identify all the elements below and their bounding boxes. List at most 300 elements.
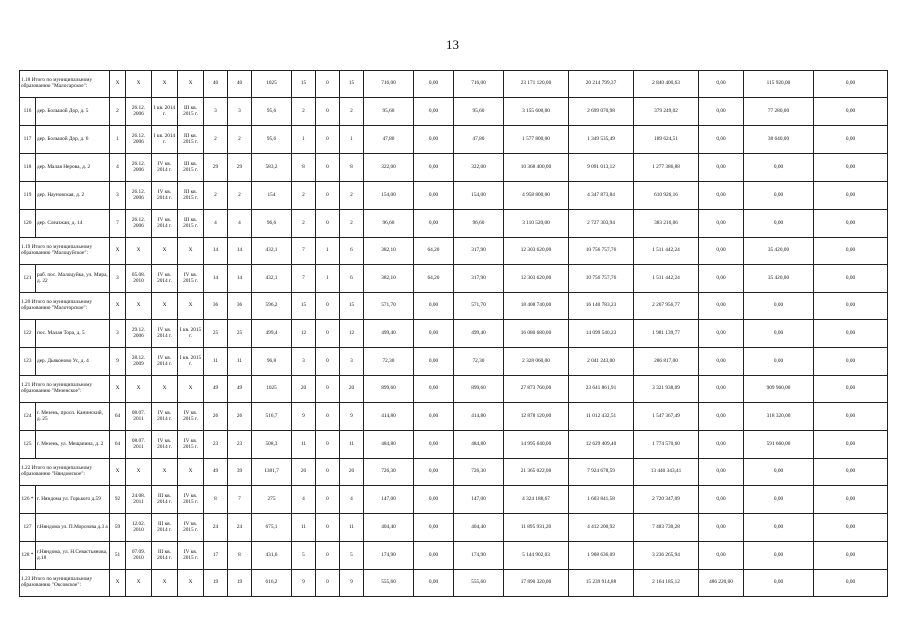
cell-c20: 0,00 <box>744 486 814 514</box>
cell-c20: 38 640,00 <box>744 126 814 154</box>
cell-c10: 7 <box>292 265 316 293</box>
subtotal-label: 1.18 Итого по муниципальному образованию "Малосарское": <box>20 71 110 98</box>
row-number-cell: 118 <box>20 154 36 182</box>
cell-c17: 4 347 873,84 <box>569 182 634 210</box>
cell-c13: 174,90 <box>364 542 414 570</box>
cell-c11: 0 <box>316 210 340 238</box>
cell-c15: 147,00 <box>454 486 504 514</box>
table-row <box>20 403 888 431</box>
cell-c12: 6 <box>340 238 364 265</box>
cell-c19: 0,00 <box>699 265 744 293</box>
cell-c7: 49 <box>204 459 228 486</box>
cell-c11: 0 <box>316 403 340 431</box>
cell-c10: 3 <box>292 348 316 376</box>
cell-c11: 0 <box>316 98 340 126</box>
cell-c12: 2 <box>340 98 364 126</box>
cell-c10: 15 <box>292 293 316 320</box>
cell-c5: III кв. 2014 г. <box>152 542 178 570</box>
cell-c16: 4 958 800,00 <box>504 182 569 210</box>
cell-c15: 484,80 <box>454 431 504 459</box>
cell-c8: 2 <box>228 182 252 210</box>
cell-c14: 0,00 <box>414 293 454 320</box>
cell-c8: 2 <box>228 126 252 154</box>
cell-c3: 3 <box>110 182 126 210</box>
cell-c13: 147,00 <box>364 486 414 514</box>
cell-c5: IV кв. 2014 г. <box>152 431 178 459</box>
cell-c17: 20 214 799,37 <box>569 71 634 98</box>
cell-c4: 07.09. 2010 <box>126 542 152 570</box>
cell-c11: 0 <box>316 154 340 182</box>
row-number-cell: 124 <box>20 403 36 431</box>
cell-c21: 0,00 <box>814 459 888 486</box>
cell-c15: 96,60 <box>454 210 504 238</box>
cell-c3: 51 <box>110 542 126 570</box>
cell-c13: 414,80 <box>364 403 414 431</box>
cell-c18: 7 483 730,28 <box>634 514 699 542</box>
cell-c3: 64 <box>110 403 126 431</box>
address-cell: раб. пос. Малоцуйка, ул. Мира, д. 22 <box>36 265 110 293</box>
cell-c3: 3 <box>110 320 126 348</box>
cell-c10: 5 <box>292 542 316 570</box>
cell-c11: 0 <box>316 431 340 459</box>
cell-c21: 0,00 <box>814 431 888 459</box>
cell-c8: 23 <box>228 431 252 459</box>
cell-c15: 404,40 <box>454 514 504 542</box>
cell-c16: 10 368 400,00 <box>504 154 569 182</box>
cell-c12: 15 <box>340 71 364 98</box>
cell-c11: 0 <box>316 182 340 210</box>
cell-c3: 1 <box>110 126 126 154</box>
cell-c19: 0,00 <box>699 210 744 238</box>
cell-c20: 0,00 <box>744 542 814 570</box>
cell-c11: 1 <box>316 265 340 293</box>
subtotal-label: 1.23 Итого по муниципальному образованию "Оксовское": <box>20 570 110 597</box>
cell-c10: 11 <box>292 514 316 542</box>
cell-c8: 39 <box>228 459 252 486</box>
cell-c12: 1 <box>340 126 364 154</box>
cell-c11: 0 <box>316 542 340 570</box>
cell-c13: 96,60 <box>364 210 414 238</box>
cell-c7: 2 <box>204 126 228 154</box>
cell-c20: 0,00 <box>744 514 814 542</box>
cell-c13: 322,00 <box>364 154 414 182</box>
cell-c19: 0,00 <box>699 514 744 542</box>
cell-c7: 25 <box>204 320 228 348</box>
table-row <box>20 514 888 542</box>
cell-c6: III кв. 2015 г. <box>178 182 204 210</box>
cell-c6: X <box>178 71 204 98</box>
cell-c15: 726,30 <box>454 459 504 486</box>
cell-c17: 7 924 678,59 <box>569 459 634 486</box>
cell-c17: 9 091 013,12 <box>569 154 634 182</box>
cell-c21: 0,00 <box>814 265 888 293</box>
cell-c8: 24 <box>228 514 252 542</box>
cell-c18: 383 216,06 <box>634 210 699 238</box>
cell-c19: 0,00 <box>699 182 744 210</box>
cell-c11: 0 <box>316 348 340 376</box>
cell-c6: I кв. 2015 г. <box>178 348 204 376</box>
cell-c6: X <box>178 376 204 403</box>
cell-c12: 11 <box>340 514 364 542</box>
cell-c9: 596,2 <box>252 293 292 320</box>
cell-c9: 95,6 <box>252 98 292 126</box>
cell-c3: X <box>110 293 126 320</box>
cell-c8: 4 <box>228 210 252 238</box>
cell-c11: 0 <box>316 376 340 403</box>
address-cell: г.Няндома ул. П.Морозова д.3 а <box>36 514 110 542</box>
cell-c6: X <box>178 293 204 320</box>
cell-c16: 23 171 120,00 <box>504 71 569 98</box>
cell-c18: 1 277 386,88 <box>634 154 699 182</box>
cell-c9: 516,7 <box>252 403 292 431</box>
cell-c6: III кв. 2015 г. <box>178 210 204 238</box>
cell-c11: 0 <box>316 514 340 542</box>
cell-c18: 1 547 367,49 <box>634 403 699 431</box>
cell-c10: 2 <box>292 98 316 126</box>
cell-c5: X <box>152 570 178 597</box>
cell-c18: 610 926,16 <box>634 182 699 210</box>
cell-c8: 14 <box>228 238 252 265</box>
cell-c21: 0,00 <box>814 71 888 98</box>
cell-c5: III кв. 2014 г. <box>152 486 178 514</box>
cell-c17: 4 412 200,92 <box>569 514 634 542</box>
cell-c10: 9 <box>292 570 316 597</box>
cell-c12: 4 <box>340 486 364 514</box>
subtotal-label: 1.21 Итого по муниципальному образованию "Мезенское": <box>20 376 110 403</box>
cell-c14: 0,00 <box>414 431 454 459</box>
cell-c9: 616,2 <box>252 570 292 597</box>
cell-c5: IV кв. 2014 г. <box>152 320 178 348</box>
cell-c7: 4 <box>204 210 228 238</box>
cell-c21: 0,00 <box>814 182 888 210</box>
cell-c7: 29 <box>204 154 228 182</box>
cell-c18: 379 249,02 <box>634 98 699 126</box>
table-row <box>20 210 888 238</box>
cell-c12: 12 <box>340 320 364 348</box>
cell-c19: 0,00 <box>699 348 744 376</box>
cell-c6: I кв. 2015 г. <box>178 320 204 348</box>
row-number-cell: 125 <box>20 431 36 459</box>
cell-c18: 286 817,00 <box>634 348 699 376</box>
cell-c20: 115 920,00 <box>744 71 814 98</box>
address-cell: дер. Дьяконово Ус, д. 4 <box>36 348 110 376</box>
cell-c21: 0,00 <box>814 126 888 154</box>
cell-c7: 23 <box>204 431 228 459</box>
row-number-cell: 116 <box>20 98 36 126</box>
cell-c16: 17 890 320,00 <box>504 570 569 597</box>
cell-c8: 40 <box>228 71 252 98</box>
cell-c5: IV кв. 2014 г. <box>152 348 178 376</box>
cell-c11: 0 <box>316 71 340 98</box>
cell-c19: 0,00 <box>699 431 744 459</box>
cell-c5: X <box>152 238 178 265</box>
cell-c13: 899,60 <box>364 376 414 403</box>
cell-c15: 47,80 <box>454 126 504 154</box>
cell-c19: 0,00 <box>699 459 744 486</box>
cell-c15: 72,30 <box>454 348 504 376</box>
address-cell: г.Няндома, ул. Н.Севастьянова, д.18 <box>36 542 110 570</box>
cell-c17: 1 908 636,09 <box>569 542 634 570</box>
cell-c3: X <box>110 459 126 486</box>
cell-c14: 0,00 <box>414 514 454 542</box>
cell-c3: X <box>110 376 126 403</box>
cell-c21: 0,00 <box>814 320 888 348</box>
cell-c13: 571,70 <box>364 293 414 320</box>
cell-c14: 0,00 <box>414 542 454 570</box>
cell-c7: 14 <box>204 265 228 293</box>
cell-c10: 20 <box>292 376 316 403</box>
cell-c3: 59 <box>110 514 126 542</box>
cell-c6: IV кв. 2015 г. <box>178 403 204 431</box>
address-cell: пос. Малая Тора, д. 5 <box>36 320 110 348</box>
row-number-cell: 123 <box>20 348 36 376</box>
cell-c11: 0 <box>316 459 340 486</box>
cell-c10: 15 <box>292 71 316 98</box>
cell-c13: 382,10 <box>364 238 414 265</box>
table-row <box>20 98 888 126</box>
cell-c17: 2 699 070,98 <box>569 98 634 126</box>
cell-c9: 583,2 <box>252 154 292 182</box>
row-number-cell: 119 <box>20 182 36 210</box>
cell-c20: 35 420,00 <box>744 238 814 265</box>
address-cell: г. Мезень, просп. Канинский, д. 25 <box>36 403 110 431</box>
cell-c9: 432,1 <box>252 238 292 265</box>
cell-c4: 28.12. 2009 <box>126 348 152 376</box>
cell-c8: 49 <box>228 376 252 403</box>
cell-c21: 0,00 <box>814 570 888 597</box>
cell-c4: X <box>126 570 152 597</box>
cell-c17: 2 727 303,94 <box>569 210 634 238</box>
subtotal-row <box>20 376 888 403</box>
cell-c12: 6 <box>340 265 364 293</box>
cell-c20: 35 420,00 <box>744 265 814 293</box>
address-cell: дер. Малая Нерова, д. 2 <box>36 154 110 182</box>
cell-c3: 2 <box>110 98 126 126</box>
cell-c3: X <box>110 570 126 597</box>
cell-c16: 3 110 520,00 <box>504 210 569 238</box>
cell-c18: 1 511 442,24 <box>634 238 699 265</box>
cell-c4: 08.07. 2011 <box>126 431 152 459</box>
address-cell: дер. Слеазжан, д. 14 <box>36 210 110 238</box>
cell-c10: 9 <box>292 403 316 431</box>
cell-c12: 20 <box>340 459 364 486</box>
cell-c18: 1 511 442,24 <box>634 265 699 293</box>
registry-body <box>20 71 888 597</box>
cell-c14: 0,00 <box>414 570 454 597</box>
cell-c19: 0,00 <box>699 403 744 431</box>
table-row <box>20 320 888 348</box>
cell-c18: 2 164 185,12 <box>634 570 699 597</box>
cell-c13: 726,30 <box>364 459 414 486</box>
cell-c5: X <box>152 376 178 403</box>
cell-c18: 3 236 265,94 <box>634 542 699 570</box>
cell-c6: III кв. 2015 г. <box>178 126 204 154</box>
cell-c3: 4 <box>110 154 126 182</box>
cell-c10: 7 <box>292 238 316 265</box>
cell-c16: 1 577 800,00 <box>504 126 569 154</box>
cell-c8: 36 <box>228 293 252 320</box>
cell-c5: IV кв. 2014 г. <box>152 265 178 293</box>
cell-c21: 0,00 <box>814 210 888 238</box>
cell-c4: 26.12. 2006 <box>126 210 152 238</box>
cell-c17: 1 349 535,49 <box>569 126 634 154</box>
cell-c12: 3 <box>340 348 364 376</box>
subtotal-label: 1.22 Итого по муниципальному образованию "Няндомское": <box>20 459 110 486</box>
cell-c5: X <box>152 459 178 486</box>
cell-c7: 26 <box>204 403 228 431</box>
subtotal-row <box>20 71 888 98</box>
cell-c17: 2 041 243,00 <box>569 348 634 376</box>
cell-c15: 322,00 <box>454 154 504 182</box>
cell-c6: IV кв. 2015 г. <box>178 486 204 514</box>
cell-c5: IV кв. 2014 г. <box>152 403 178 431</box>
cell-c9: 432,1 <box>252 265 292 293</box>
cell-c3: X <box>110 71 126 98</box>
cell-c18: 189 624,51 <box>634 126 699 154</box>
cell-c11: 0 <box>316 293 340 320</box>
cell-c12: 2 <box>340 210 364 238</box>
cell-c19: 0,00 <box>699 320 744 348</box>
cell-c10: 1 <box>292 126 316 154</box>
cell-c9: 508,3 <box>252 431 292 459</box>
cell-c14: 0,00 <box>414 182 454 210</box>
address-cell: г. Мезень, ул. Мещанина, д. 2 <box>36 431 110 459</box>
cell-c15: 317,90 <box>454 238 504 265</box>
cell-c14: 0,00 <box>414 320 454 348</box>
cell-c18: 2 267 956,77 <box>634 293 699 320</box>
cell-c15: 499,40 <box>454 320 504 348</box>
address-cell: дер. Большой Дор, д. 6 <box>36 126 110 154</box>
cell-c19: 0,00 <box>699 293 744 320</box>
cell-c18: 13 440 343,41 <box>634 459 699 486</box>
cell-c21: 0,00 <box>814 154 888 182</box>
cell-c3: X <box>110 238 126 265</box>
cell-c12: 11 <box>340 431 364 459</box>
cell-c14: 0,00 <box>414 98 454 126</box>
cell-c6: III кв. 2015 г. <box>178 154 204 182</box>
cell-c14: 64,20 <box>414 238 454 265</box>
cell-c20: 0,00 <box>744 320 814 348</box>
cell-c7: 49 <box>204 376 228 403</box>
cell-c8: 14 <box>228 265 252 293</box>
cell-c14: 0,00 <box>414 486 454 514</box>
table-row <box>20 431 888 459</box>
cell-c9: 96,6 <box>252 210 292 238</box>
cell-c19: 0,00 <box>699 376 744 403</box>
cell-c21: 0,00 <box>814 486 888 514</box>
cell-c15: 555,60 <box>454 570 504 597</box>
cell-c9: 431,6 <box>252 542 292 570</box>
cell-c3: 7 <box>110 210 126 238</box>
cell-c12: 5 <box>340 542 364 570</box>
table-row <box>20 265 888 293</box>
cell-c21: 0,00 <box>814 293 888 320</box>
cell-c5: IV кв. 2014 г. <box>152 154 178 182</box>
cell-c7: 17 <box>204 542 228 570</box>
table-row <box>20 182 888 210</box>
cell-c13: 382,10 <box>364 265 414 293</box>
cell-c20: 0,00 <box>744 459 814 486</box>
cell-c4: 26.12. 2006 <box>126 182 152 210</box>
cell-c7: 8 <box>204 486 228 514</box>
cell-c4: 12.02. 2010 <box>126 514 152 542</box>
cell-c13: 555,60 <box>364 570 414 597</box>
cell-c16: 3 155 600,00 <box>504 98 569 126</box>
cell-c7: 14 <box>204 238 228 265</box>
cell-c9: 154 <box>252 182 292 210</box>
cell-c6: IV кв. 2015 г. <box>178 431 204 459</box>
cell-c20: 77 280,00 <box>744 98 814 126</box>
cell-c20: 318 320,00 <box>744 403 814 431</box>
cell-c18: 2 720 347,09 <box>634 486 699 514</box>
cell-c13: 716,00 <box>364 71 414 98</box>
cell-c19: 0,00 <box>699 238 744 265</box>
cell-c7: 3 <box>204 98 228 126</box>
address-cell: дер. Науновская, д. 2 <box>36 182 110 210</box>
cell-c9: 1381,7 <box>252 459 292 486</box>
cell-c3: 64 <box>110 431 126 459</box>
cell-c12: 2 <box>340 182 364 210</box>
cell-c8: 8 <box>228 542 252 570</box>
cell-c6: IV кв. 2015 г. <box>178 514 204 542</box>
cell-c20: 591 660,00 <box>744 431 814 459</box>
cell-c4: X <box>126 376 152 403</box>
cell-c7: 40 <box>204 71 228 98</box>
cell-c16: 12 303 620,00 <box>504 265 569 293</box>
cell-c5: III кв. 2014 г. <box>152 514 178 542</box>
cell-c9: 1025 <box>252 376 292 403</box>
cell-c4: X <box>126 238 152 265</box>
cell-c16: 2 328 060,00 <box>504 348 569 376</box>
cell-c5: I кв. 2014 г. <box>152 126 178 154</box>
cell-c13: 154,00 <box>364 182 414 210</box>
cell-c19: 0,00 <box>699 486 744 514</box>
cell-c20: 0,00 <box>744 182 814 210</box>
cell-c7: 11 <box>204 348 228 376</box>
housing-registry-table <box>19 70 888 597</box>
cell-c4: X <box>126 71 152 98</box>
cell-c10: 4 <box>292 486 316 514</box>
cell-c12: 9 <box>340 403 364 431</box>
cell-c20: 0,00 <box>744 154 814 182</box>
subtotal-row <box>20 238 888 265</box>
cell-c21: 0,00 <box>814 514 888 542</box>
cell-c9: 275 <box>252 486 292 514</box>
row-number-cell: 126 * <box>20 486 36 514</box>
cell-c8: 3 <box>228 98 252 126</box>
row-number-cell: 127 <box>20 514 36 542</box>
cell-c5: IV кв. 2014 г. <box>152 210 178 238</box>
table-row <box>20 126 888 154</box>
row-number-cell: 122 <box>20 320 36 348</box>
cell-c17: 14 099 540,23 <box>569 320 634 348</box>
cell-c3: 3 <box>110 265 126 293</box>
address-cell: дер. Большой Дор, д. 5 <box>36 98 110 126</box>
cell-c14: 0,00 <box>414 348 454 376</box>
cell-c12: 9 <box>340 570 364 597</box>
cell-c15: 95,60 <box>454 98 504 126</box>
cell-c15: 414,80 <box>454 403 504 431</box>
cell-c15: 716,00 <box>454 71 504 98</box>
cell-c8: 26 <box>228 403 252 431</box>
cell-c16: 12 878 120,00 <box>504 403 569 431</box>
cell-c16: 21 365 022,00 <box>504 459 569 486</box>
cell-c11: 0 <box>316 126 340 154</box>
cell-c13: 484,80 <box>364 431 414 459</box>
cell-c4: 05.08. 2010 <box>126 265 152 293</box>
cell-c8: 29 <box>228 154 252 182</box>
cell-c8: 11 <box>228 348 252 376</box>
